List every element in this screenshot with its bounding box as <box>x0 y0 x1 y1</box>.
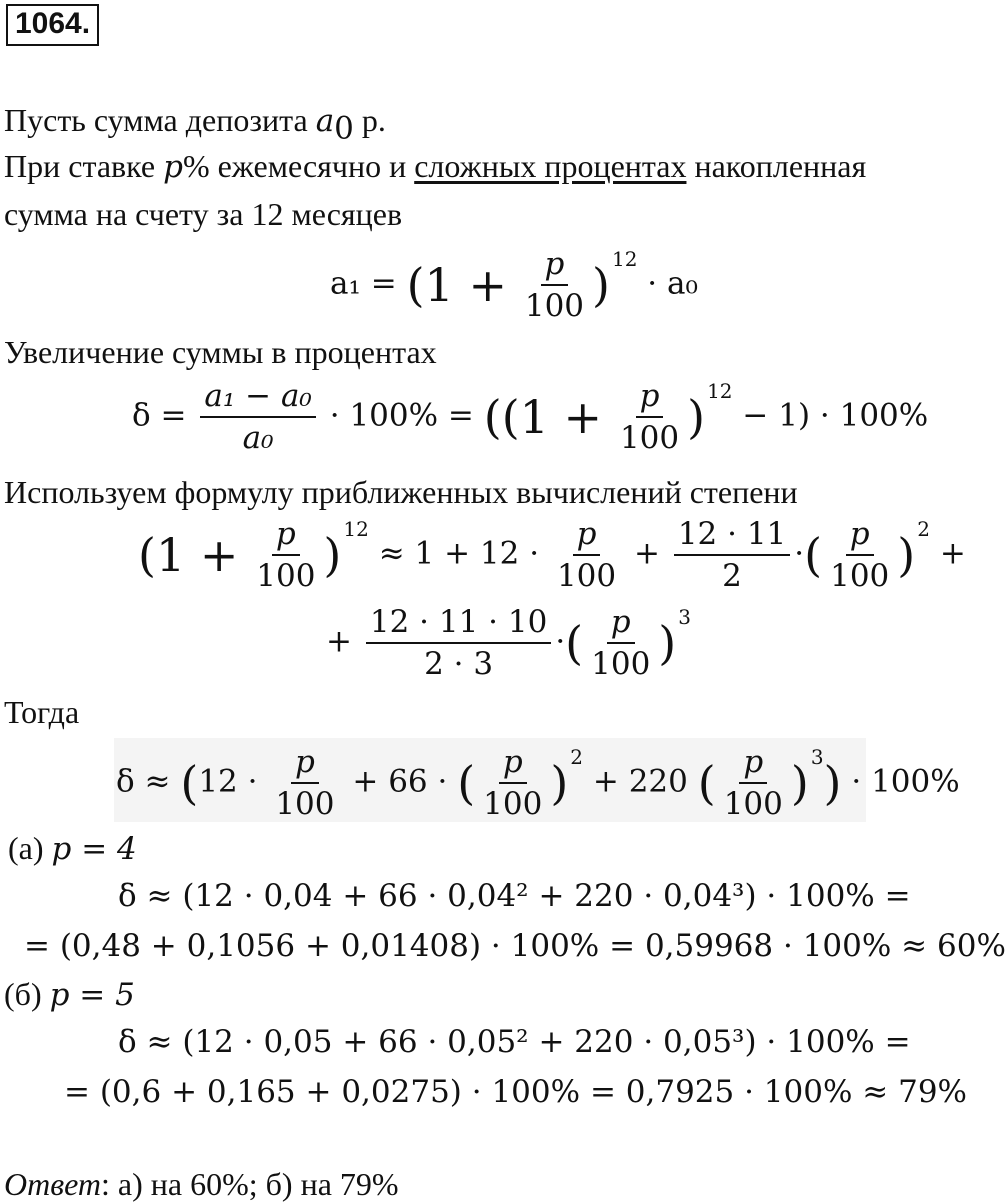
formula3-t2pden: 100 <box>830 558 890 594</box>
formula4-c: + 220 <box>592 763 688 800</box>
formula4-lhs: δ ≈ <box>116 763 171 800</box>
formula3-t3num: 12 · 11 · 10 <box>366 604 551 644</box>
formula3-t3dot: · <box>555 623 566 660</box>
formula2-lhs: δ = <box>132 397 187 434</box>
formula3-t2end: + <box>939 535 966 572</box>
formula3-t2exp: 2 <box>917 516 930 541</box>
case-b-line1: δ ≈ (12 · 0,05 + 66 · 0,05² + 220 · 0,05³) · 100% = <box>118 1024 911 1060</box>
formula3-num: p <box>272 516 300 556</box>
rate-line <box>4 148 866 185</box>
case-b-header <box>4 976 135 1013</box>
formula-increase <box>132 378 928 456</box>
formula2-pfraction <box>616 378 683 456</box>
formula3-close: ) <box>323 528 342 582</box>
formula4-a: 12 · <box>198 763 258 800</box>
case-a-condition: p = 4 <box>51 831 137 867</box>
formula4-c-fraction <box>720 744 787 822</box>
formula4-a-fraction <box>271 744 338 822</box>
rate-end: накопленная <box>694 148 867 184</box>
answer-text: : а) на 60%; б) на 79% <box>101 1166 399 1202</box>
formula3-t3exp: 3 <box>678 604 691 629</box>
rate-variable: p <box>163 149 183 185</box>
formula-accumulated <box>330 246 698 324</box>
formula4-cden: 100 <box>723 786 783 822</box>
formula4-cexp: 3 <box>810 744 824 769</box>
answer-label: Ответ <box>4 1166 101 1202</box>
formula3-t2pnum: p <box>846 516 874 556</box>
formula3-t2dot: · <box>794 535 805 572</box>
formula2-den: a₀ <box>242 420 274 456</box>
formula-approx-delta: δ ≈ (12 · $\frac{p}{100}$ + 66 · ( $\frac{p}{100}$ ) $^2$ + 220 ( $\frac{p}{100}$ ) $^3$) · 100% <box>116 744 960 822</box>
formula4-tail: · 100% <box>851 763 960 800</box>
formula3-t1: ≈ 1 + 12 · <box>378 535 540 572</box>
answer-line <box>4 1166 399 1203</box>
formula3-t2den: 2 <box>722 558 742 594</box>
then-label: Тогда <box>4 694 80 730</box>
formula4-anum: p <box>291 744 319 784</box>
formula3-t3pden: 100 <box>591 646 651 682</box>
formula3-open: (1 + <box>138 528 239 582</box>
formula3-t3-pfraction <box>587 604 654 682</box>
intro-text: Пусть сумма депозита <box>4 102 308 138</box>
formula1-tail: · a₀ <box>647 265 698 302</box>
formula2-fraction <box>200 378 316 456</box>
period-line: сумма на счету за 12 месяцев <box>4 196 403 232</box>
formula1-num: p <box>541 246 569 286</box>
formula2-mid: · 100% = <box>329 397 474 434</box>
formula2-tail: − 1) · 100% <box>742 397 929 434</box>
formula2-exp: 12 <box>707 378 733 403</box>
formula3-t1num: p <box>573 516 601 556</box>
rate-text: При ставке <box>4 148 156 184</box>
case-b-label: (б) <box>4 976 42 1012</box>
formula3-fraction <box>252 516 319 594</box>
formula1-open: (1 + <box>406 258 507 312</box>
problem-number: 1064. <box>6 4 99 46</box>
formula1-fraction <box>521 246 588 324</box>
formula4-bexp: 2 <box>570 744 584 769</box>
formula3-t1-fraction <box>553 516 620 594</box>
formula3-t3pnum: p <box>607 604 635 644</box>
formula4-b: + 66 · <box>352 763 448 800</box>
formula4-cnum: p <box>739 744 767 784</box>
formula3-den: 100 <box>256 558 316 594</box>
formula4-bnum: p <box>499 744 527 784</box>
formula2-num: a₁ − a₀ <box>200 378 316 418</box>
formula3-t1den: 100 <box>556 558 617 594</box>
formula2-pden: 100 <box>619 420 680 456</box>
formula4-aden: 100 <box>275 786 335 822</box>
formula2-pnum: p <box>636 378 664 418</box>
formula-expansion-line1: (1 + $\frac{p}{100}$ ) $^{12}$ ≈ 1 + 12 · $\frac{p}{100}$ + $\frac{12 \cdot 11}{2}$ ·( $\frac{p}{100}$ ) $^2$ + <box>138 516 966 594</box>
case-a-header <box>8 830 137 867</box>
formula2-open: ((1 + <box>483 390 603 444</box>
formula4-bden: 100 <box>483 786 543 822</box>
case-a-line2: = (0,48 + 0,1056 + 0,01408) · 100% = 0,59968 · 100% ≈ 60% <box>24 928 1006 964</box>
formula-expansion-line2: + $\frac{12 \cdot 11 \cdot 10}{2 \cdot 3}$ ·( $\frac{p}{100}$ ) $^3$ <box>326 604 691 682</box>
formula1-lhs: a₁ = <box>330 265 397 302</box>
formula3-t3-fraction <box>366 604 551 682</box>
formula4-b-fraction <box>479 744 546 822</box>
intro-variable: a <box>315 103 335 139</box>
intro-line <box>4 102 386 146</box>
rate-percent: % ежемесячно и <box>182 148 407 184</box>
case-b-condition: p = 5 <box>49 977 135 1013</box>
formula3-t3den: 2 · 3 <box>424 646 494 682</box>
intro-end: р. <box>361 102 386 138</box>
case-a-label: (а) <box>8 830 44 866</box>
formula3-t2-pfraction <box>826 516 893 594</box>
formula1-close: ) <box>592 258 610 312</box>
formula3-t2-fraction <box>674 516 790 594</box>
formula1-exp: 12 <box>611 246 638 271</box>
formula2-close: ) <box>687 390 706 444</box>
formula3-t2: + <box>633 535 660 572</box>
formula3-t3: + <box>326 623 352 660</box>
case-a-line1: δ ≈ (12 · 0,04 + 66 · 0,04² + 220 · 0,04³) · 100% = <box>118 878 911 914</box>
formula3-t2num: 12 · 11 <box>674 516 790 556</box>
case-b-line2: = (0,6 + 0,165 + 0,0275) · 100% = 0,7925 · 100% ≈ 79% <box>64 1074 968 1110</box>
compound-interest-term: сложных процентах <box>414 148 687 184</box>
approx-label: Используем формулу приближенных вычислений степени <box>4 474 798 510</box>
formula3-exp: 12 <box>343 516 369 541</box>
formula1-den: 100 <box>524 288 585 324</box>
intro-subscript: 0 <box>334 110 354 147</box>
increase-label: Увеличение суммы в процентах <box>4 334 437 370</box>
